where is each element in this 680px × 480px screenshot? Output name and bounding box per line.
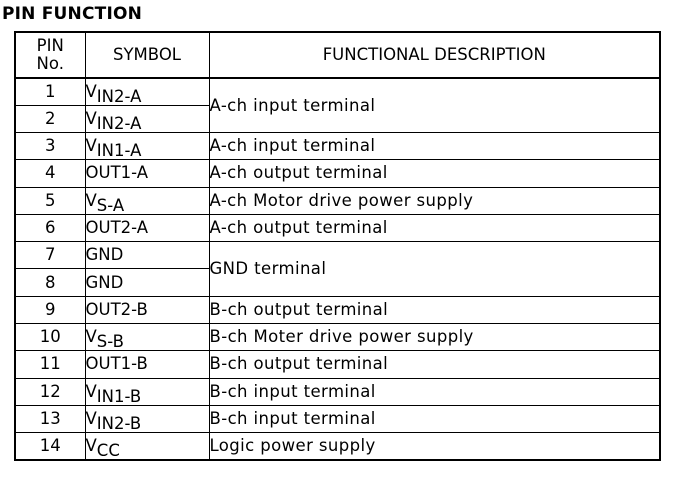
pin-number: 13 <box>15 405 85 432</box>
symbol-main: V <box>85 327 97 347</box>
pin-description: B-ch Moter drive power supply <box>209 324 660 351</box>
table-header-row <box>15 32 660 78</box>
symbol-main: OUT1-A <box>85 163 149 183</box>
pin-description: B-ch input terminal <box>209 378 660 405</box>
pin-number: 14 <box>15 433 85 460</box>
pin-description: B-ch output terminal <box>209 296 660 323</box>
pin-number: 6 <box>15 214 85 241</box>
pin-no-header <box>15 32 85 78</box>
table-row <box>15 187 660 214</box>
table-row <box>15 405 660 432</box>
symbol-subscript: CC <box>96 441 120 461</box>
pin-symbol <box>85 351 209 378</box>
pin-description: GND terminal <box>209 242 660 297</box>
symbol-main: OUT2-B <box>85 299 148 319</box>
table-row <box>15 378 660 405</box>
symbol-main: GND <box>85 245 124 265</box>
symbol-header: SYMBOL <box>85 32 209 78</box>
pin-description: B-ch output terminal <box>209 351 660 378</box>
pin-description: B-ch input terminal <box>209 405 660 432</box>
table-row <box>15 214 660 241</box>
table-row <box>15 433 660 460</box>
pin-number: 1 <box>15 78 85 105</box>
symbol-subscript: S-B <box>96 332 124 352</box>
pin-description: A-ch Motor drive power supply <box>209 187 660 214</box>
pin-function-table <box>14 31 661 461</box>
pin-number: 9 <box>15 296 85 323</box>
table-row <box>15 324 660 351</box>
pin-number: 3 <box>15 133 85 160</box>
section-title: PIN FUNCTION <box>2 4 143 24</box>
pin-description: A-ch input terminal <box>209 133 660 160</box>
pin-number: 7 <box>15 242 85 269</box>
symbol-main: V <box>85 409 97 429</box>
table-row <box>15 78 660 105</box>
symbol-subscript: IN1-B <box>96 386 142 406</box>
symbol-main: OUT1-B <box>85 354 148 374</box>
pin-header-line2: No. <box>36 54 64 73</box>
table-row <box>15 351 660 378</box>
pin-symbol <box>85 133 209 160</box>
symbol-subscript: IN2-A <box>96 86 142 106</box>
pin-number: 12 <box>15 378 85 405</box>
pin-symbol <box>85 269 209 296</box>
symbol-subscript: IN2-B <box>96 414 142 434</box>
pin-symbol <box>85 187 209 214</box>
pin-description: Logic power supply <box>209 433 660 460</box>
symbol-main: V <box>85 108 97 128</box>
table-row <box>15 133 660 160</box>
pin-symbol <box>85 78 209 105</box>
pin-description: A-ch output terminal <box>209 160 660 187</box>
pin-symbol <box>85 378 209 405</box>
symbol-main: V <box>85 436 97 456</box>
pin-description: A-ch input terminal <box>209 78 660 133</box>
pin-number: 11 <box>15 351 85 378</box>
description-header: FUNCTIONAL DESCRIPTION <box>209 32 660 78</box>
symbol-subscript: IN1-A <box>96 141 142 161</box>
pin-symbol <box>85 242 209 269</box>
pin-number: 4 <box>15 160 85 187</box>
symbol-subscript: S-A <box>96 195 125 215</box>
symbol-main: V <box>85 381 97 401</box>
pin-number: 10 <box>15 324 85 351</box>
pin-number: 5 <box>15 187 85 214</box>
table-row <box>15 242 660 269</box>
table-row <box>15 296 660 323</box>
symbol-main: V <box>85 190 97 210</box>
table-row <box>15 160 660 187</box>
pin-description: A-ch output terminal <box>209 214 660 241</box>
pin-number: 8 <box>15 269 85 296</box>
pin-number: 2 <box>15 105 85 132</box>
pin-symbol <box>85 214 209 241</box>
symbol-main: GND <box>85 272 124 292</box>
symbol-subscript: IN2-A <box>96 113 142 133</box>
symbol-main: V <box>85 81 97 101</box>
pin-header-line1: PIN <box>36 36 64 55</box>
pin-symbol <box>85 405 209 432</box>
pin-symbol <box>85 105 209 132</box>
pin-symbol <box>85 160 209 187</box>
pin-symbol <box>85 324 209 351</box>
symbol-main: OUT2-A <box>85 218 149 238</box>
pin-symbol <box>85 433 209 460</box>
symbol-main: V <box>85 136 97 156</box>
pin-symbol <box>85 296 209 323</box>
